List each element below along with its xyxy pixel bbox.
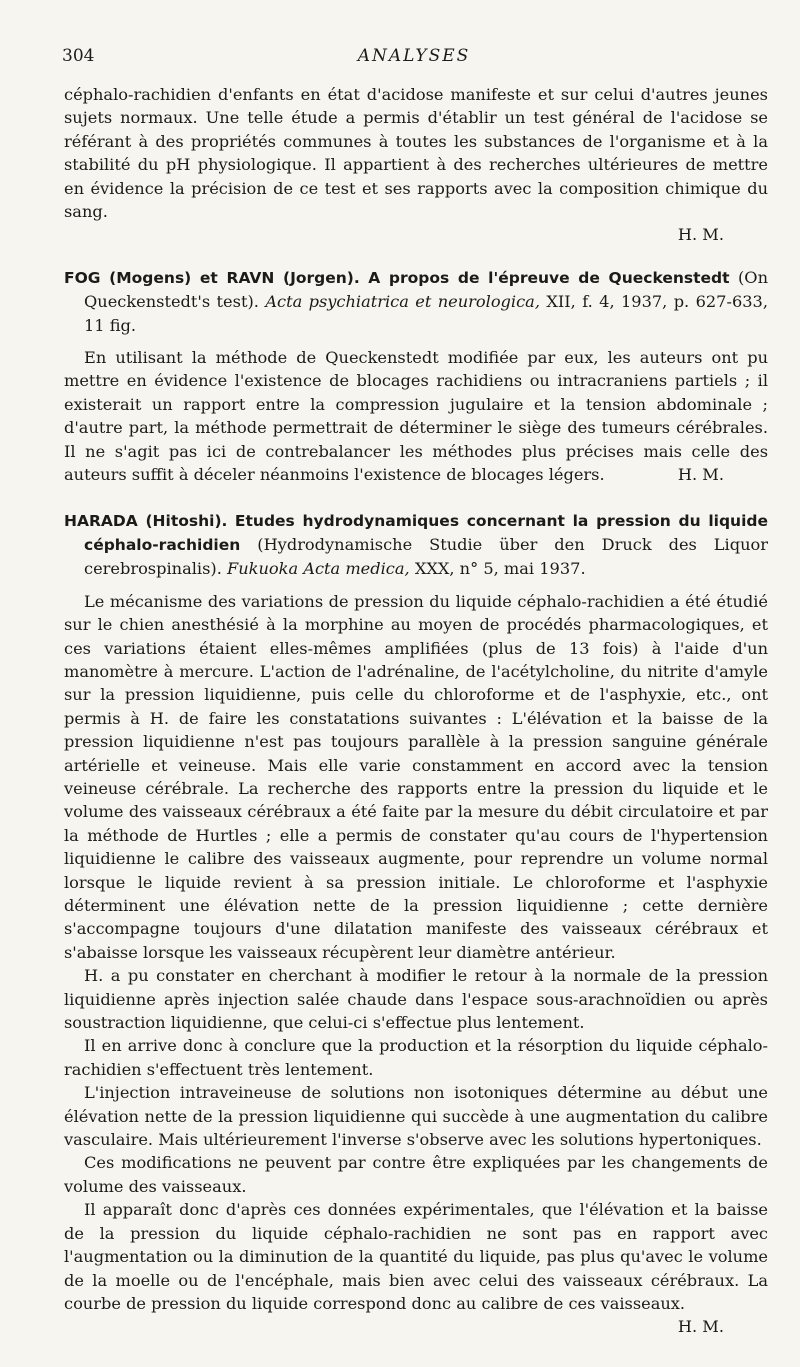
page-number: 304 bbox=[62, 46, 95, 66]
entry-fog-ravn-heading bbox=[64, 266, 768, 337]
entry-abstract bbox=[64, 346, 768, 486]
intro-paragraph: céphalo-rachidien d'enfants en état d'acidose manifeste et sur celui d'autres jeunes sujets normaux. Une telle étude a permis d'établir un test général de l'acidose se référant à des propriétés communes à toutes les substances de l'organisme et à la stabilité du pH physiologique. Il appartient à des recherches ultérieures de mettre en évidence la précision de ce test et ses rapports avec la composition chimique du sang. bbox=[64, 85, 768, 222]
entry-signature: H. M. bbox=[677, 1317, 724, 1337]
intro-signature: H. M. bbox=[677, 225, 724, 245]
entry-citation: XXX, n° 5, mai 1937. bbox=[414, 559, 586, 579]
abstract-paragraph: Le mécanisme des variations de pression du liquide céphalo-rachidien a été étudié sur le chien anesthésié à la morphine au moyen de procédés pharmacologiques, et ces variations étaient elles-mêmes amplifiées (plus de 13 fois) à l'aide d'un manomètre à mercure. L'action de l'adrénaline, de l'acétylcholine, du nitrite d'amyle sur la pression liquidienne, puis celle du chloroforme et de l'asphyxie, etc., ont permis à H. de faire les constatations suivantes : L'élévation et la baisse de la pression liquidienne n'est pas toujours parallèle à la pression sanguine générale artérielle et veineuse. Mais elle varie constamment en accord avec la tension veineuse cérébrale. La recherche des rapports entre la pression du liquide et le volume des vaisseaux cérébraux a été faite par la mesure du débit circulatoire et par la méthode de Hurtles ; elle a permis de constater qu'au cours de l'hypertension liquidienne le calibre des vaisseaux augmente, pour reprendre un volume normal lorsque le liquide revient à sa pression initiale. Le chloroforme et l'asphyxie déterminent une élévation nette de la pression liquidienne ; cette dernière s'accompagne toujours d'une dilatation manifeste des vaisseaux cérébraux et s'abaisse lorsque les vaisseaux récupèrent leur diamètre antérieur. bbox=[64, 591, 768, 962]
entry-title: Etudes hydrodynamiques concernant la pression du liquide céphalo-rachidien bbox=[84, 511, 769, 554]
abstract-text: Il apparaît donc d'après ces données expérimentales, que l'élévation et la baisse de la pression du liquide céphalo-rachidien ne sont pas en rapport avec l'augmentation ou la diminution de la quantité du liquide, pas plus qu'avec le volume de la moelle ou de l'encéphale, mais bien avec celui des vaisseaux cérébraux. La courbe de pression du liquide correspond donc au calibre de ces vaisseaux. bbox=[64, 1200, 768, 1313]
entry-translation: (On Queckenstedt's test). bbox=[84, 267, 768, 312]
page-body bbox=[64, 83, 768, 1339]
abstract-paragraph: Ces modifications ne peuvent par contre être expliquées par les changements de volume des vaisseaux. bbox=[64, 1153, 768, 1196]
abstract-paragraph: Il en arrive donc à conclure que la production et la résorption du liquide céphalo-rachidien s'effectuent très lentement. bbox=[64, 1036, 768, 1079]
entry-harada-heading bbox=[64, 509, 768, 581]
abstract-paragraph: L'injection intraveineuse de solutions non isotoniques détermine au début une élévation nette de la pression liquidienne qui succède à une augmentation du calibre vasculaire. Mais ultérieurement l'inverse s'observe avec les solutions hypertoniques. bbox=[64, 1083, 768, 1150]
abstract-text: En utilisant la méthode de Queckenstedt modifiée par eux, les auteurs ont pu mettre en évidence l'existence de blocages rachidiens ou intracraniens partiels ; il existerait un rapport entre la compression jugulaire et la tension abdominale ; d'autre part, la méthode permettrait de déterminer le siège des tumeurs cérébrales. Il ne s'agit pas ici de contrebalancer les méthodes plus précises mais celle des auteurs suffit à déceler néanmoins l'existence de blocages légers. bbox=[64, 348, 768, 485]
entry-translation: (Hydrodynamische Studie über den Druck des Liquor cerebrospinalis). bbox=[84, 534, 768, 579]
entry-citation: XII, f. 4, 1937, p. 627-633, 11 fig. bbox=[84, 292, 768, 335]
entry-signature: H. M. bbox=[677, 465, 724, 485]
entry-title: A propos de l'épreuve de Queckenstedt bbox=[368, 268, 730, 287]
entry-journal: Acta psychiatrica et neurologica, bbox=[265, 292, 540, 312]
abstract-paragraph-last bbox=[64, 1198, 768, 1337]
entry-authors: HARADA (Hitoshi). bbox=[64, 511, 228, 530]
entry-journal: Fukuoka Acta medica, bbox=[227, 559, 410, 579]
running-title: ANALYSES bbox=[357, 46, 471, 66]
entry-authors: FOG (Mogens) et RAVN (Jorgen). bbox=[64, 268, 360, 287]
abstract-paragraph: H. a pu constater en cherchant à modifier le retour à la normale de la pression liquidienne après injection salée chaude dans l'espace sous-arachnoïdien ou après soustraction liquidienne, que celui-ci s'effectue plus lentement. bbox=[64, 966, 768, 1033]
page-header bbox=[62, 46, 766, 70]
